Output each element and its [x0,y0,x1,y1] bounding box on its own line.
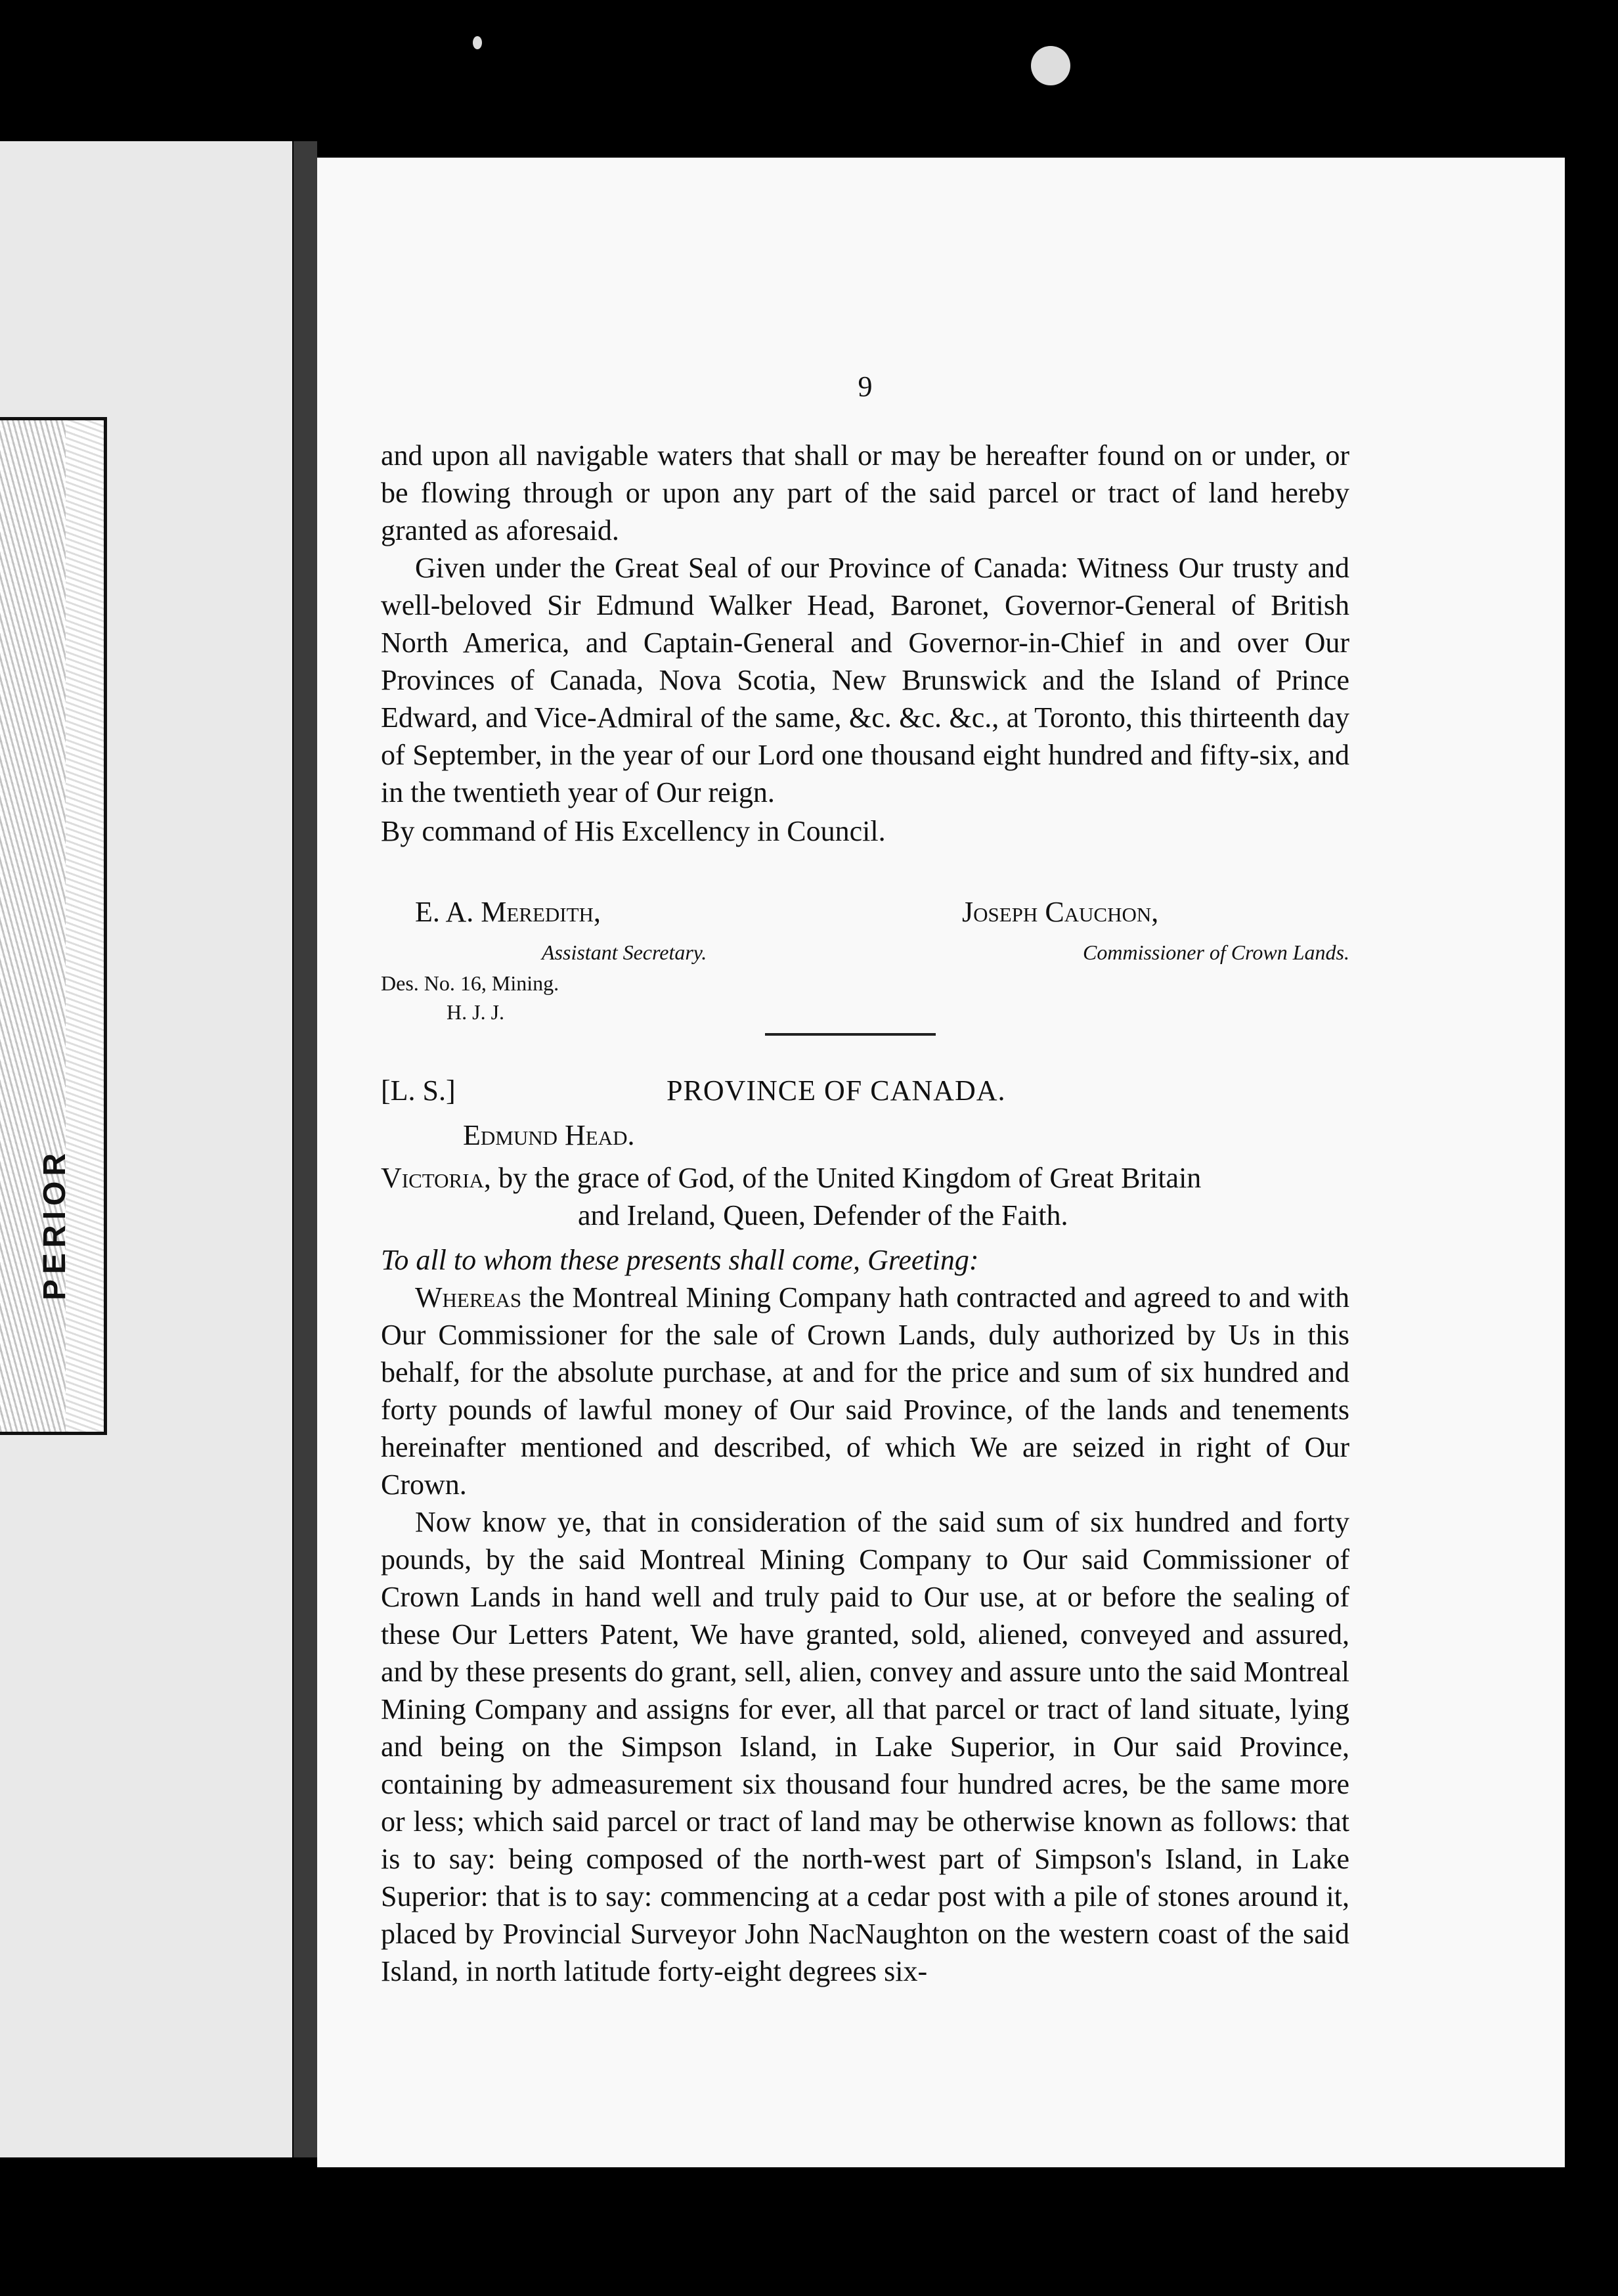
command-line: By command of His Excellency in Council. [381,815,886,847]
sovereign-name: Victoria, [381,1162,491,1194]
royal-style-line: and Ireland, Queen, Defender of the Faith. [578,1199,1068,1231]
despatch-note [381,969,1349,1027]
despatch-line: Des. No. 16, Mining. [381,971,559,995]
scan-speck [473,36,482,49]
seal-mark: [L. S.] [381,1074,456,1107]
map-label: PERIOR [37,1147,72,1300]
page-number: 9 [858,370,873,403]
signature-right-name: Joseph Cauchon, [962,896,1159,928]
whereas-lead: Whereas [415,1281,522,1314]
book-spine [294,141,317,2157]
signature-left-name: E. A. Meredith, [415,896,601,928]
greeting: To all to whom these presents shall come, Greeting: [381,1244,979,1276]
signature-right-title: Commissioner of Crown Lands. [1083,940,1349,964]
map-fragment [0,417,107,1435]
section-header [381,1072,1349,1111]
facing-page [0,141,292,2157]
paragraph: and upon all navigable waters that shall or may be hereafter found on or under, or be flowing through or upon any part of the said parcel or tract of land hereby granted as aforesaid. [381,439,1349,546]
paragraph: Given under the Great Seal of our Province of Canada: Witness Our trusty and well-beloved Sir Edmund Walker Head, Baronet, Governor-General of British North America, and Captain-General and Governor-in-Chief in and over Our Provinces of Canada, Nova Scotia, New Brunswick and the Island of Prince Edward, and Vice-Admiral of the same, &c. &c. &c., at Toronto, this thirteenth day of September, in the year of our Lord one thousand eight hundred and fifty-six, and in the twentieth year of Our reign. [381,552,1349,808]
section-rule [765,1033,936,1036]
signature-left-title: Assistant Secretary. [542,940,707,964]
upper-text-block [381,437,1349,850]
whereas-paragraph [381,1279,1349,1503]
grant-body [381,1279,1349,1990]
governor-name: Edmund Head. [463,1119,635,1151]
now-know-paragraph: Now know ye, that in consideration of the said sum of six hundred and forty pounds, by the said Montreal Mining Company to Our said Commissioner of Crown Lands in hand well and truly paid to Our use, at or before the sealing of these Our Letters Patent, We have granted, sold, aliened, conveyed and assured, and by these presents do grant, sell, alien, convey and assure unto the said Montreal Mining Company and assigns for ever, all that parcel or tract of land situate, lying and being on the Simpson Island, in Lake Superior, in Our said Province, containing by admeasurement six thousand four hundred acres, be the same more or less; which said parcel or tract of land may be otherwise known as follows: that is to say: being composed of the north-west part of Simpson's Island, in Lake Superior: that is to say: commencing at a cedar post with a pile of stones around it, placed by Provincial Surveyor John NacNaughton on the western coast of the said Island, in north latitude forty-eight degrees six- [381,1506,1349,1987]
despatch-initials: H. J. J. [447,1000,505,1024]
section-heading: PROVINCE OF CANADA. [667,1074,1006,1107]
royal-title [381,1159,1349,1234]
scan-speck [1031,46,1070,85]
whereas-text: the Montreal Mining Company hath contracted and agreed to and with Our Commissioner for the sale of Crown Lands, duly authorized by Us in this behalf, for the absolute purchase, at and for the price and sum of six hundred and forty pounds of lawful money of Our said Province, of the lands and tenements hereinafter mentioned and described, of which We are seized in right of Our Crown. [381,1281,1350,1501]
royal-style-line: by the grace of God, of the United Kingdom of Great Britain [498,1162,1202,1194]
